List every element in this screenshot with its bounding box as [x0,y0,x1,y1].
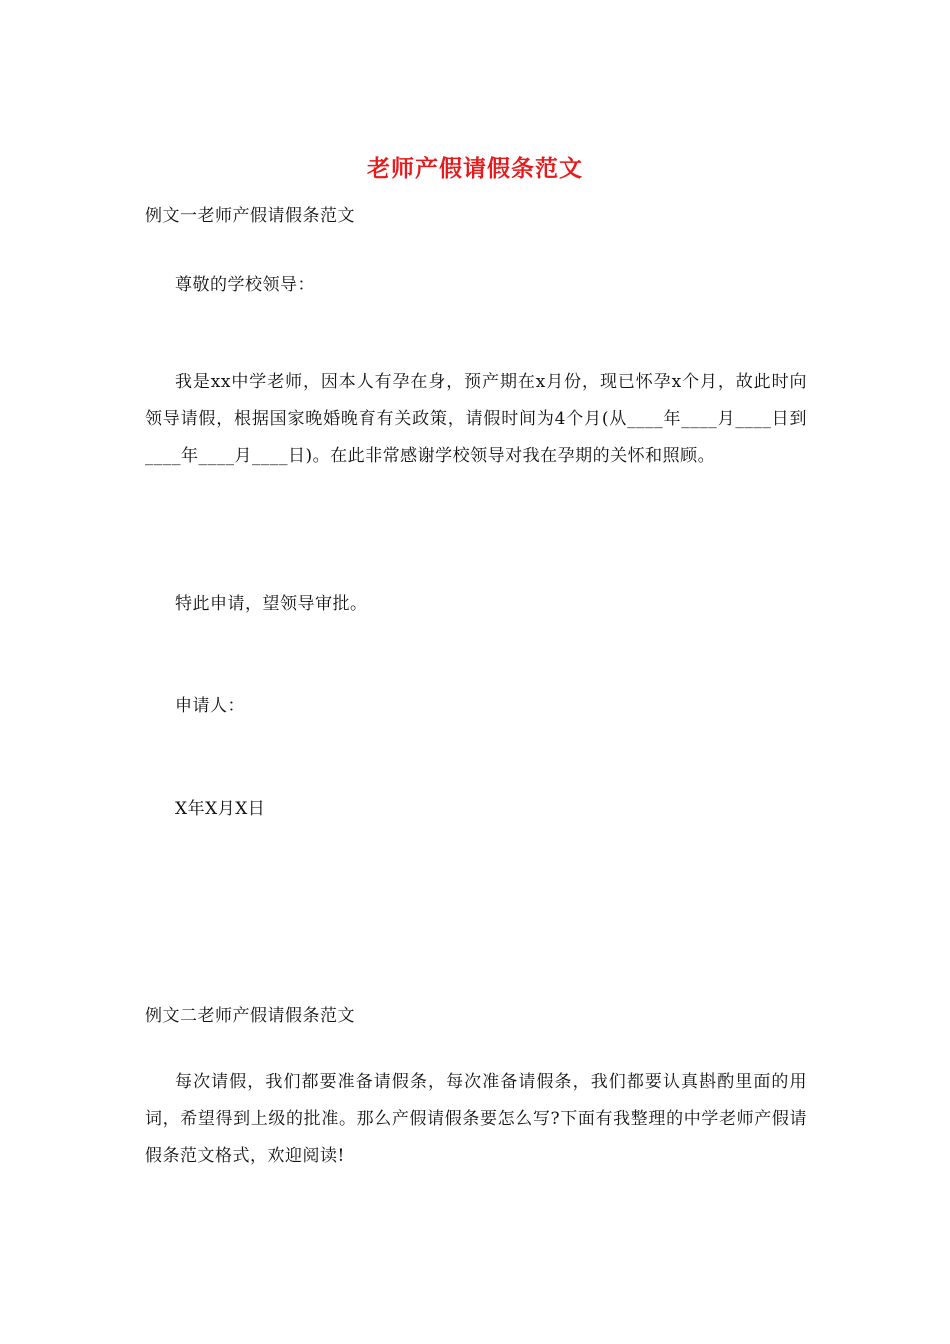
example2-body: 每次请假，我们都要准备请假条，每次准备请假条，我们都要认真斟酌里面的用词，希望得到上级的批准。那么产假请假条要怎么写?下面有我整理的中学老师产假请假条范文格式，欢迎阅读! [145,1072,807,1166]
example2-heading: 例文二老师产假请假条范文 [145,1006,355,1026]
example1-applicant: 申请人： [175,696,245,716]
example1-date: X年X月X日 [175,799,266,819]
document-title: 老师产假请假条范文 [367,155,583,182]
example1-closing: 特此申请，望领导审批。 [175,594,368,614]
example1-salutation: 尊敬的学校领导： [175,275,315,295]
example1-body: 我是xx中学老师，因本人有孕在身，预产期在x月份，现已怀孕x个月，故此时向领导请假，根据国家晚婚晚育有关政策，请假时间为4个月(从____年____月____日到____年____月____日)。在此非常感谢学校领导对我在孕期的关怀和照顾。 [145,372,807,466]
example1-heading: 例文一老师产假请假条范文 [145,206,355,226]
